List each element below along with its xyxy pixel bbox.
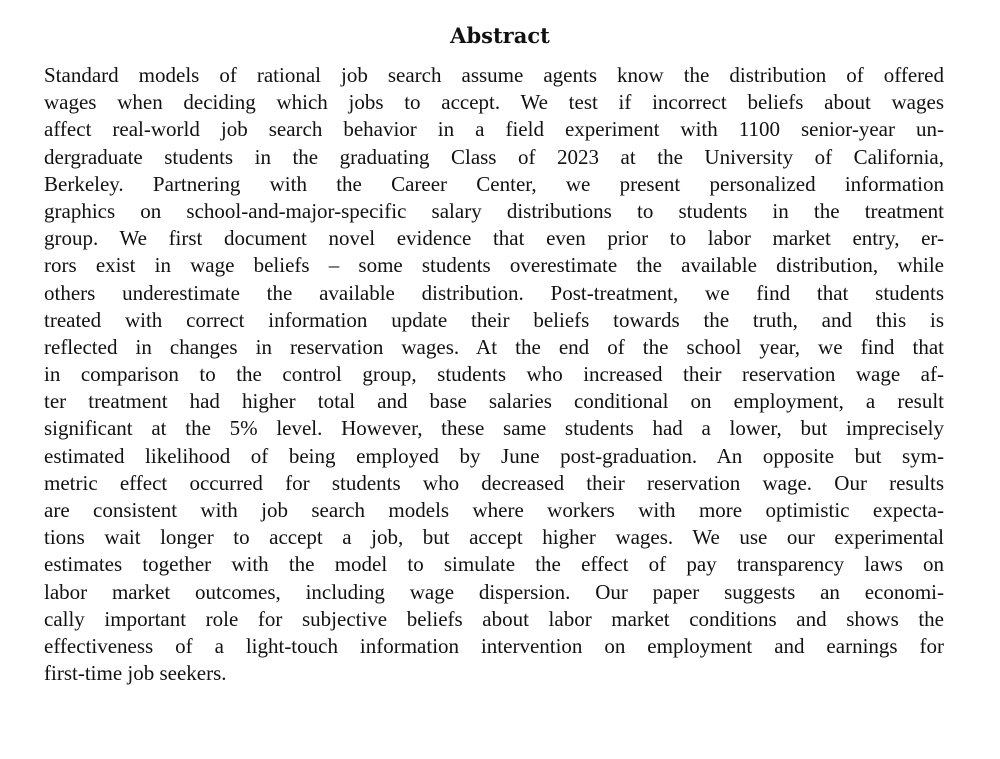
abstract-line: Berkeley. Partnering with the Career Center, we present personalized information bbox=[44, 171, 944, 196]
abstract-line: cally important role for subjective beliefs about labor market conditions and shows the bbox=[44, 606, 944, 631]
abstract-line: first-time job seekers. bbox=[44, 661, 227, 686]
abstract-body bbox=[44, 62, 944, 687]
abstract-line: Standard models of rational job search assume agents know the distribution of offered bbox=[44, 63, 944, 87]
abstract-line: others underestimate the available distribution. Post-treatment, we find that students bbox=[44, 280, 944, 305]
abstract-line: graphics on school-and-major-specific salary distributions to students in the treatment bbox=[44, 198, 944, 223]
abstract-line: group. We first document novel evidence that even prior to labor market entry, er- bbox=[44, 226, 944, 251]
abstract-line: estimated likelihood of being employed by June post-graduation. An opposite but sym- bbox=[44, 443, 944, 468]
abstract-line: affect real-world job search behavior in a field experiment with 1100 senior-year un- bbox=[44, 117, 944, 142]
abstract-heading: Abstract bbox=[450, 23, 550, 48]
abstract-line: are consistent with job search models where workers with more optimistic expecta- bbox=[44, 498, 944, 522]
abstract-line: estimates together with the model to simulate the effect of pay transparency laws on bbox=[44, 552, 944, 577]
abstract-line: treated with correct information update their beliefs towards the truth, and this is bbox=[44, 307, 944, 332]
abstract-line: effectiveness of a light-touch information intervention on employment and earnings for bbox=[44, 633, 944, 658]
abstract-line: tions wait longer to accept a job, but accept higher wages. We use our experimental bbox=[44, 525, 944, 550]
abstract-line: ter treatment had higher total and base salaries conditional on employment, a result bbox=[44, 389, 944, 414]
abstract-line: dergraduate students in the graduating Class of 2023 at the University of California, bbox=[44, 144, 944, 169]
abstract-line: reflected in changes in reservation wages. At the end of the school year, we find that bbox=[44, 334, 944, 359]
abstract-line: significant at the 5% level. However, these same students had a lower, but imprecisely bbox=[44, 416, 944, 441]
abstract-line: in comparison to the control group, students who increased their reservation wage af- bbox=[44, 362, 944, 387]
abstract-line: wages when deciding which jobs to accept. We test if incorrect beliefs about wages bbox=[44, 90, 944, 115]
abstract-line: labor market outcomes, including wage dispersion. Our paper suggests an economi- bbox=[44, 579, 944, 604]
abstract-line: rors exist in wage beliefs – some students overestimate the available distribution, while bbox=[44, 253, 944, 278]
abstract-line: metric effect occurred for students who decreased their reservation wage. Our results bbox=[44, 470, 944, 495]
